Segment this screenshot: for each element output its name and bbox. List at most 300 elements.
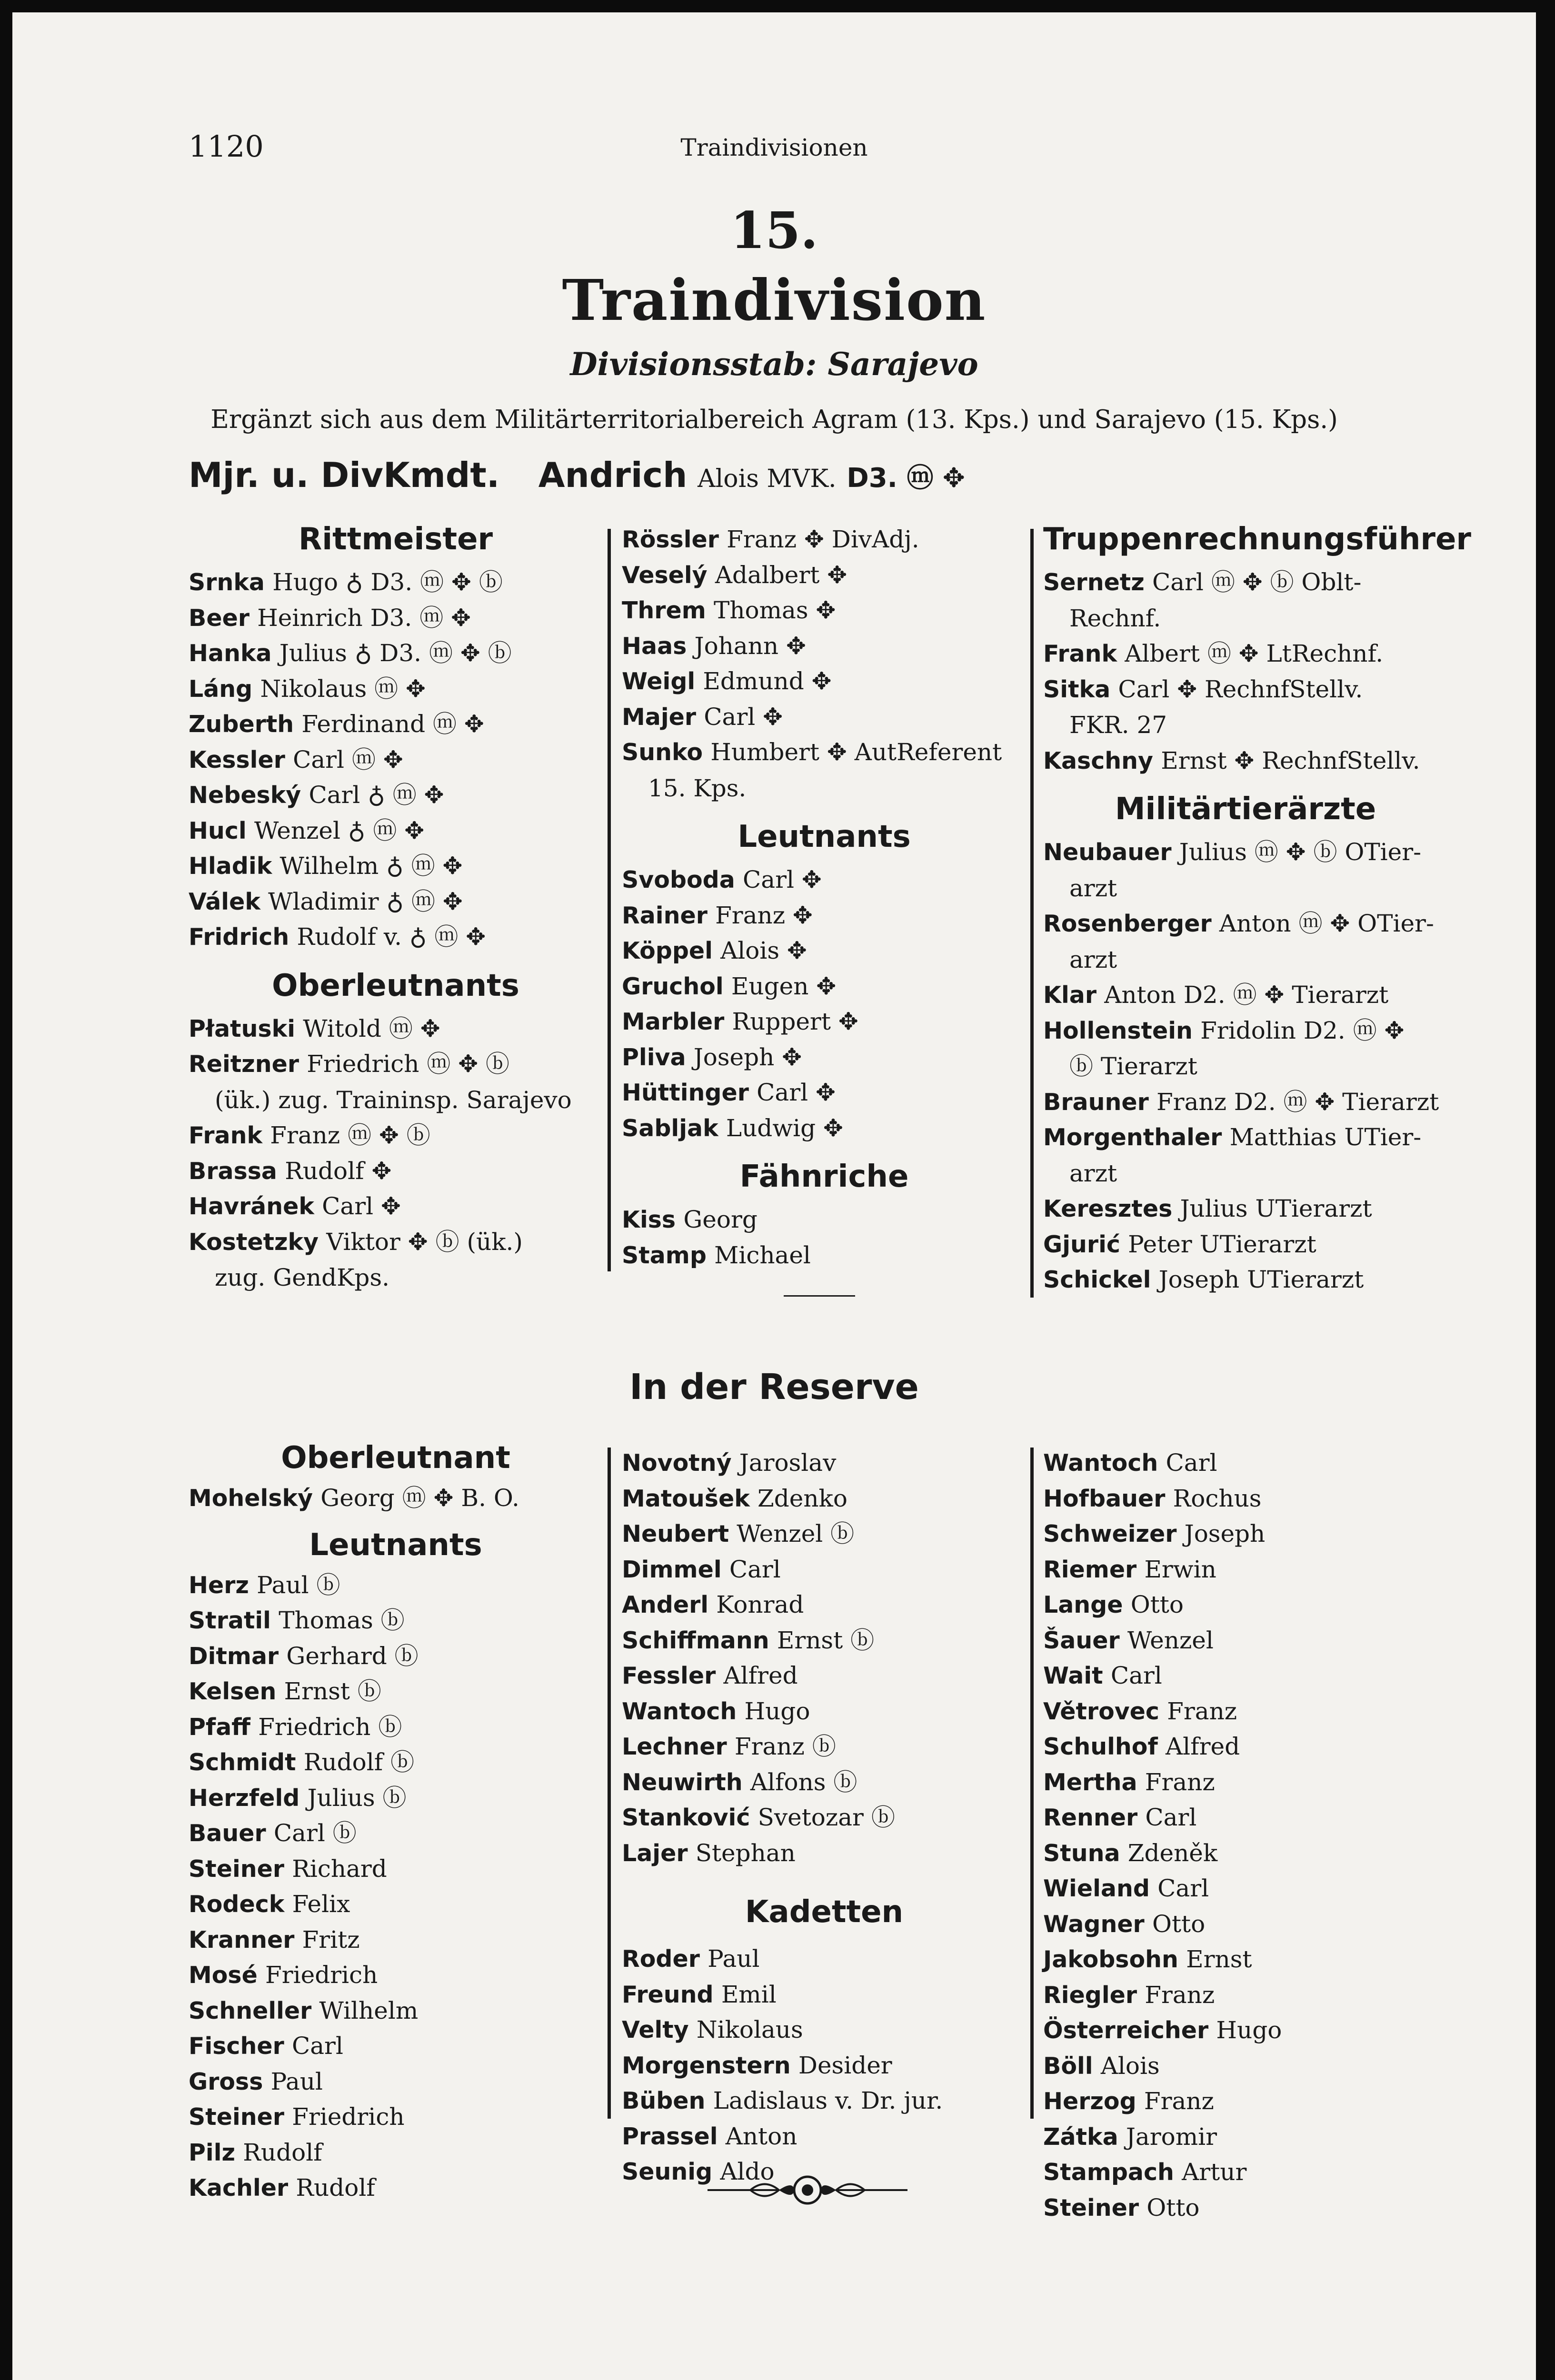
entry-details: Viktor ✥ ⓑ (ük.) <box>326 1228 523 1256</box>
entry-surname: Kessler <box>189 746 285 774</box>
entry-details: Otto <box>1130 1591 1184 1618</box>
roster-entry <box>622 1202 1027 1238</box>
entry-details: Edmund ✥ <box>703 667 832 695</box>
roster-entry <box>1043 672 1448 743</box>
roster-entry <box>622 2048 1027 2083</box>
division-number: 15. <box>730 200 818 260</box>
entry-details: Thomas ⓑ <box>279 1606 405 1634</box>
list-truppenrechnungsfuehrer <box>1043 565 1448 778</box>
entry-details: Carl <box>1110 1662 1162 1689</box>
entry-details: Paul ⓑ <box>257 1571 340 1599</box>
entry-continuation: (ük.) zug. Traininsp. Sarajevo <box>215 1086 572 1114</box>
page-number: 1120 <box>189 129 264 164</box>
entry-surname: Matoušek <box>622 1485 750 1512</box>
entry-surname: Schickel <box>1043 1266 1151 1293</box>
roster-entry <box>622 734 1027 806</box>
roster-entry <box>189 600 603 636</box>
entry-details: Rudolf <box>243 2138 322 2166</box>
entry-surname: Gruchol <box>622 972 724 1000</box>
roster-entry <box>189 1922 603 1958</box>
entry-details: Konrad <box>716 1591 804 1618</box>
entry-surname: Gjurić <box>1043 1230 1120 1258</box>
roster-entry <box>189 706 603 742</box>
entry-surname: Kelsen <box>189 1678 277 1705</box>
entry-surname: Steiner <box>1043 2194 1139 2221</box>
roster-entry <box>622 628 1027 664</box>
entry-details: Matthias UTier- <box>1229 1123 1422 1151</box>
division-title: Traindivision <box>562 267 987 333</box>
entry-details: Carl <box>1145 1804 1197 1831</box>
entry-details: Humbert ✥ AutReferent <box>710 738 1002 766</box>
entry-details: Peter UTierarzt <box>1128 1230 1316 1258</box>
entry-surname: Wantoch <box>1043 1449 1158 1477</box>
entry-surname: Stamp <box>622 1241 707 1269</box>
roster-entry <box>189 565 603 600</box>
roster-entry <box>189 2170 603 2206</box>
entry-details: Felix <box>292 1890 350 1918</box>
roster-entry <box>1043 1623 1448 1658</box>
entry-surname: Płatuski <box>189 1015 296 1042</box>
entry-surname: Srnka <box>189 569 265 596</box>
entry-details: Witold ⓜ ✥ <box>303 1014 440 1042</box>
entry-surname: Zuberth <box>189 711 294 738</box>
roster-entry <box>622 664 1027 699</box>
entry-details: Rudolf ⓑ <box>303 1748 415 1776</box>
roster-entry <box>1043 2083 1448 2119</box>
entry-surname: Prassel <box>622 2122 718 2150</box>
entry-surname: Herzog <box>1043 2088 1136 2115</box>
entry-details: Desider <box>798 2051 892 2079</box>
commander-line <box>189 455 965 495</box>
entry-details: Georg ⓜ ✥ B. O. <box>320 1484 519 1512</box>
roster-entry <box>622 969 1027 1004</box>
roster-entry <box>1043 2013 1448 2048</box>
entry-surname: Anderl <box>622 1591 709 1618</box>
roster-entry <box>189 1886 603 1922</box>
roster-entry <box>1043 636 1448 672</box>
entry-continuation: FKR. 27 <box>1069 711 1167 739</box>
entry-details: Zdeněk <box>1127 1839 1218 1867</box>
roster-entry <box>189 671 603 707</box>
roster-entry <box>622 1445 1027 1481</box>
entry-surname: Marbler <box>622 1008 725 1035</box>
entry-continuation: 15. Kps. <box>648 774 747 802</box>
entry-details: Franz D2. ⓜ ✥ Tierarzt <box>1156 1088 1439 1116</box>
roster-entry <box>189 1674 603 1709</box>
roster-entry <box>622 1941 1027 1977</box>
entry-details: Carl ✥ <box>704 703 783 731</box>
roster-entry <box>622 1835 1027 1871</box>
roster-entry <box>622 1552 1027 1587</box>
entry-surname: Kiss <box>622 1206 676 1233</box>
entry-surname: Hanka <box>189 640 272 667</box>
roster-entry <box>1043 2119 1448 2155</box>
list-kadetten <box>622 1941 1027 2190</box>
short-rule <box>784 1295 855 1297</box>
entry-surname: Sitka <box>1043 675 1111 703</box>
entry-surname: Rodeck <box>189 1891 285 1918</box>
roster-entry <box>1043 1262 1448 1298</box>
entry-details: Anton D2. ⓜ ✥ Tierarzt <box>1104 981 1389 1009</box>
heading-kadetten: Kadetten <box>745 1894 904 1930</box>
roster-entry <box>622 593 1027 628</box>
roster-entry <box>622 1111 1027 1146</box>
entry-details: Paul <box>270 2067 323 2095</box>
commander-decorations: D3. ⓜ ✥ <box>847 463 965 494</box>
roster-entry <box>622 1694 1027 1729</box>
entry-details: Friedrich ⓑ <box>258 1713 402 1741</box>
roster-entry <box>1043 1445 1448 1481</box>
entry-continuation: ⓑ Tierarzt <box>1069 1052 1197 1080</box>
roster-entry <box>1043 1552 1448 1587</box>
entry-details: Georg <box>683 1206 758 1233</box>
roster-entry <box>189 1046 603 1118</box>
entry-details: Friedrich <box>292 2103 405 2131</box>
entry-details: Erwin <box>1144 1555 1216 1583</box>
entry-surname: Frank <box>189 1122 263 1149</box>
roster-entry <box>189 813 603 849</box>
entry-details: Gerhard ⓑ <box>286 1642 419 1670</box>
entry-surname: Roder <box>622 1945 700 1973</box>
entry-surname: Rainer <box>622 902 708 929</box>
entry-surname: Havránek <box>189 1193 314 1220</box>
entry-details: Ruppert ✥ <box>732 1008 858 1035</box>
roster-entry <box>1043 2154 1448 2190</box>
entry-details: Ernst ⓑ <box>284 1677 381 1705</box>
roster-entry <box>189 1153 603 1189</box>
list-tieraerzte <box>1043 834 1448 1298</box>
entry-details: Carl <box>729 1555 781 1583</box>
roster-entry <box>189 848 603 884</box>
entry-details: Otto <box>1146 2193 1200 2221</box>
heading-tieraerzte: Militärtierärzte <box>1115 792 1376 827</box>
entry-surname: Stampach <box>1043 2159 1174 2186</box>
entry-surname: Weigl <box>622 668 696 695</box>
entry-details: Julius ⓜ ✥ ⓑ OTier- <box>1179 838 1422 866</box>
entry-surname: Renner <box>1043 1804 1138 1831</box>
roster-entry <box>1043 1658 1448 1694</box>
entry-details: Franz ✥ <box>715 901 813 929</box>
entry-surname: Pliva <box>622 1043 686 1071</box>
heading-rittmeister: Rittmeister <box>298 522 493 557</box>
entry-details: Wenzel ⓑ <box>737 1520 855 1547</box>
roster-entry <box>189 1815 603 1851</box>
book-page <box>12 12 1536 2380</box>
heading-leutnants: Leutnants <box>738 819 911 854</box>
list-reserve-column-3 <box>1043 1445 1448 2225</box>
entry-details: Anton <box>725 2122 797 2150</box>
entry-surname: Hollenstein <box>1043 1017 1193 1044</box>
entry-surname: Hucl <box>189 817 247 844</box>
roster-entry <box>189 2028 603 2064</box>
entry-surname: Steiner <box>189 1855 285 1883</box>
entry-surname: Stuna <box>1043 1839 1120 1867</box>
roster-entry <box>1043 1516 1448 1552</box>
roster-entry <box>622 2119 1027 2154</box>
entry-surname: Neubert <box>622 1520 729 1547</box>
entry-surname: Mohelský <box>189 1485 313 1512</box>
entry-details: Carl ♁ ⓜ ✥ <box>309 781 444 809</box>
entry-details: Franz ⓑ <box>734 1733 836 1760</box>
entry-continuation: Rechnf. <box>1069 604 1161 632</box>
entry-details: Franz ⓜ ✥ ⓑ <box>270 1121 430 1149</box>
entry-surname: Rosenberger <box>1043 910 1212 937</box>
active-column-2 <box>622 522 1027 1273</box>
entry-surname: Stanković <box>622 1804 750 1831</box>
heading-truppenrechnungsfuehrer: Truppenrechnungsführer <box>1043 522 1471 557</box>
roster-entry <box>1043 1729 1448 1765</box>
entry-details: Paul <box>708 1945 760 1973</box>
entry-details: Franz <box>1145 1981 1215 2009</box>
roster-entry <box>1043 834 1448 906</box>
entry-surname: Wagner <box>1043 1910 1145 1938</box>
commander-given: Alois MVK. <box>698 465 837 493</box>
entry-details: Thomas ✥ <box>713 596 836 624</box>
column-divider <box>1030 529 1034 1298</box>
entry-details: Franz <box>1145 1768 1215 1796</box>
entry-details: Artur <box>1182 2158 1247 2186</box>
entry-surname: Majer <box>622 703 697 731</box>
roster-entry <box>189 742 603 778</box>
entry-details: Franz <box>1144 2087 1214 2115</box>
roster-entry <box>622 1800 1027 1835</box>
roster-entry <box>1043 906 1448 977</box>
entry-surname: Rössler <box>622 526 719 553</box>
entry-details: Ernst <box>1186 1945 1252 1973</box>
entry-surname: Büben <box>622 2087 706 2114</box>
entry-surname: Fessler <box>622 1662 716 1689</box>
list-rittmeister <box>189 565 603 955</box>
entry-continuation: arzt <box>1069 874 1117 902</box>
roster-entry <box>189 1189 603 1224</box>
entry-details: Rudolf v. ♁ ⓜ ✥ <box>297 923 486 951</box>
entry-surname: Schulhof <box>1043 1733 1158 1760</box>
entry-surname: Klar <box>1043 982 1096 1009</box>
roster-entry <box>622 898 1027 933</box>
entry-details: Johann ✥ <box>694 632 806 660</box>
entry-details: Anton ⓜ ✥ OTier- <box>1219 910 1434 937</box>
entry-details: Michael <box>714 1241 811 1269</box>
column-divider <box>608 1448 611 2119</box>
roster-entry <box>1043 1084 1448 1120</box>
roster-entry <box>189 1567 603 1603</box>
roster-entry <box>189 1011 603 1047</box>
entry-details: Svetozar ⓑ <box>758 1804 895 1831</box>
entry-surname: Hladik <box>189 853 272 880</box>
entry-surname: Böll <box>1043 2052 1093 2080</box>
commander-rank: Mjr. u. DivKmdt. <box>189 455 500 495</box>
roster-entry <box>622 522 1027 557</box>
entry-details: Fridolin D2. ⓜ ✥ <box>1200 1016 1405 1044</box>
entry-surname: Kranner <box>189 1926 295 1954</box>
roster-entry <box>189 635 603 671</box>
entry-surname: Schmidt <box>189 1749 296 1776</box>
entry-surname: Threm <box>622 597 706 624</box>
entry-details: Alois <box>1100 2052 1160 2080</box>
roster-entry <box>189 1993 603 2029</box>
entry-continuation: zug. GendKps. <box>215 1264 389 1291</box>
entry-details: Richard <box>292 1854 387 1883</box>
roster-entry <box>1043 2190 1448 2226</box>
roster-entry <box>189 1709 603 1745</box>
roster-entry <box>1043 1835 1448 1871</box>
entry-surname: Freund <box>622 1981 714 2008</box>
entry-surname: Válek <box>189 888 260 915</box>
roster-entry <box>189 1957 603 1993</box>
entry-surname: Brassa <box>189 1157 277 1185</box>
supplement-line: Ergänzt sich aus dem Militärterritorialbereich Agram (13. Kps.) und Sarajevo (15. Kps.) <box>210 405 1338 434</box>
entry-surname: Haas <box>622 632 687 660</box>
entry-surname: Kaschny <box>1043 747 1153 774</box>
entry-surname: Mosé <box>189 1962 258 1989</box>
entry-surname: Herzfeld <box>189 1784 300 1812</box>
list-faehnriche <box>622 1202 1027 1273</box>
entry-details: Heinrich D3. ⓜ ✥ <box>257 604 471 632</box>
entry-surname: Brauner <box>1043 1088 1149 1116</box>
entry-details: Rudolf <box>296 2174 375 2202</box>
entry-surname: Keresztes <box>1043 1195 1173 1222</box>
ornament-icon <box>708 2171 907 2209</box>
entry-surname: Steiner <box>189 2103 285 2131</box>
roster-entry <box>1043 1871 1448 1906</box>
entry-surname: Wait <box>1043 1662 1103 1689</box>
roster-entry <box>1043 1191 1448 1227</box>
entry-details: Wilhelm <box>319 1996 419 2024</box>
roster-entry <box>622 1481 1027 1517</box>
column-divider <box>608 529 611 1271</box>
entry-surname: Pilz <box>189 2139 236 2166</box>
entry-surname: Velty <box>622 2016 689 2043</box>
roster-entry <box>189 1224 603 1296</box>
roster-entry <box>189 1480 603 1516</box>
entry-details: Alois ✥ <box>720 937 807 964</box>
roster-entry <box>189 1638 603 1674</box>
roster-entry <box>622 1977 1027 2013</box>
roster-entry <box>1043 1481 1448 1517</box>
entry-surname: Jakobsohn <box>1043 1946 1178 1973</box>
entry-details: Stephan <box>695 1839 796 1867</box>
entry-surname: Ditmar <box>189 1642 279 1670</box>
roster-entry <box>1043 743 1448 779</box>
entry-surname: Svoboda <box>622 866 735 893</box>
entry-details: Alfred <box>1165 1733 1240 1760</box>
entry-details: Carl <box>1166 1449 1217 1477</box>
entry-surname: Sabljak <box>622 1114 718 1142</box>
entry-surname: Gross <box>189 2068 263 2095</box>
entry-surname: Frank <box>1043 640 1117 667</box>
entry-details: Hugo <box>1216 2016 1282 2044</box>
entry-surname: Dimmel <box>622 1556 722 1583</box>
entry-details: Franz <box>1167 1697 1237 1725</box>
roster-entry <box>1043 1227 1448 1262</box>
roster-entry <box>1043 1120 1448 1191</box>
entry-surname: Pfaff <box>189 1713 250 1741</box>
entry-surname: Morgenthaler <box>1043 1124 1222 1151</box>
roster-entry <box>189 1745 603 1780</box>
entry-details: Carl ⓜ ✥ ⓑ Oblt- <box>1152 568 1362 596</box>
entry-details: Franz ✥ DivAdj. <box>727 526 919 553</box>
entry-surname: Lechner <box>622 1733 727 1760</box>
entry-details: Hugo ♁ D3. ⓜ ✥ ⓑ <box>272 568 503 596</box>
active-column-3 <box>1043 522 1471 1298</box>
entry-details: Alfred <box>723 1662 798 1689</box>
list-reserve-leutnants <box>189 1567 603 2206</box>
entry-details: Julius UTierarzt <box>1180 1195 1372 1222</box>
roster-entry <box>622 1729 1027 1765</box>
roster-entry <box>1043 1800 1448 1835</box>
entry-surname: Neuwirth <box>622 1768 743 1796</box>
entry-surname: Neubauer <box>1043 839 1172 866</box>
entry-details: Joseph ✥ <box>693 1043 802 1071</box>
entry-surname: Fridrich <box>189 923 289 951</box>
entry-surname: Lange <box>1043 1591 1123 1618</box>
roster-entry <box>622 1516 1027 1552</box>
entry-details: Julius ♁ D3. ⓜ ✥ ⓑ <box>279 639 512 667</box>
heading-reserve-oberleutnant: Oberleutnant <box>281 1440 510 1476</box>
entry-details: Alfons ⓑ <box>750 1768 857 1796</box>
roster-entry <box>189 1603 603 1638</box>
entry-surname: Nebeský <box>189 782 301 809</box>
entry-surname: Sunko <box>622 739 703 766</box>
roster-entry <box>622 1623 1027 1658</box>
roster-entry <box>1043 1942 1448 1977</box>
roster-entry <box>189 777 603 813</box>
entry-details: Wladimir ♁ ⓜ ✥ <box>268 887 463 915</box>
list-reserve-leutnants-continued <box>622 1445 1027 1871</box>
entry-surname: Láng <box>189 675 253 703</box>
list-oberleutnants <box>189 1011 603 1296</box>
roster-entry <box>1043 1694 1448 1729</box>
entry-surname: Reitzner <box>189 1051 299 1078</box>
entry-surname: Hofbauer <box>1043 1485 1166 1512</box>
roster-entry <box>622 699 1027 735</box>
entry-continuation: arzt <box>1069 945 1117 973</box>
entry-surname: Hüttinger <box>622 1079 749 1106</box>
entry-details: Emil <box>721 1980 777 2008</box>
entry-details: Rochus <box>1173 1484 1262 1512</box>
entry-details: Carl ✥ <box>743 866 822 893</box>
entry-details: Adalbert ✥ <box>715 561 847 589</box>
running-title: Traindivisionen <box>680 134 868 161</box>
roster-entry <box>622 2083 1027 2119</box>
entry-details: Hugo <box>744 1697 810 1725</box>
entry-surname: Větrovec <box>1043 1697 1159 1725</box>
entry-details: Ernst ✥ RechnfStellv. <box>1161 746 1420 774</box>
roster-entry <box>1043 1013 1448 1084</box>
entry-surname: Seunig <box>622 2158 713 2185</box>
entry-details: Friedrich ⓜ ✥ ⓑ <box>307 1050 510 1078</box>
roster-entry <box>622 1238 1027 1273</box>
entry-surname: Šauer <box>1043 1626 1120 1654</box>
roster-entry <box>622 1075 1027 1111</box>
list-reserve-oberleutnant <box>189 1480 603 1516</box>
roster-entry <box>1043 1765 1448 1800</box>
entry-details: Carl ✥ RechnfStellv. <box>1118 675 1363 703</box>
roster-entry <box>622 557 1027 593</box>
roster-entry <box>1043 977 1448 1013</box>
roster-entry <box>622 1004 1027 1040</box>
division-staff-line: Divisionsstab: Sarajevo <box>570 346 978 383</box>
entry-details: Wenzel ♁ ⓜ ✥ <box>254 816 425 844</box>
roster-entry <box>1043 565 1448 636</box>
roster-entry <box>622 862 1027 898</box>
entry-surname: Veselý <box>622 561 708 589</box>
entry-details: Ferdinand ⓜ ✥ <box>301 710 484 738</box>
entry-details: Nikolaus <box>696 2016 803 2043</box>
entry-details: Carl ⓜ ✥ <box>293 745 403 774</box>
entry-details: Wilhelm ♁ ⓜ ✥ <box>279 852 463 880</box>
roster-entry <box>189 2135 603 2171</box>
